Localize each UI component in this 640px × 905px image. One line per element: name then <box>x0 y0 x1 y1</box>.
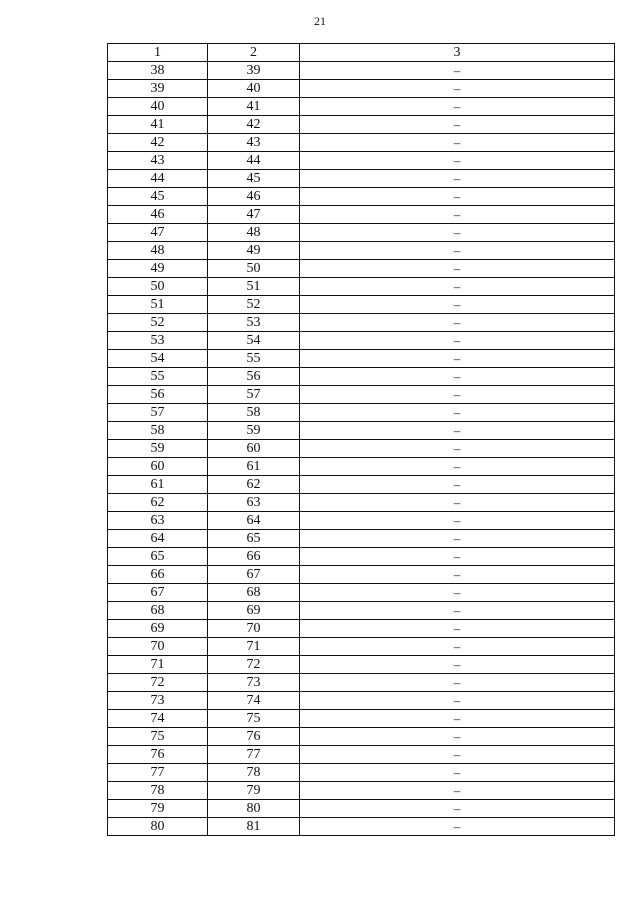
table-cell-col-3: – <box>300 602 615 620</box>
table-cell-col-2: 60 <box>208 440 300 458</box>
table-cell-col-2: 43 <box>208 134 300 152</box>
table-cell-col-3: – <box>300 134 615 152</box>
table-cell-col-1: 51 <box>108 296 208 314</box>
table-row <box>108 782 615 800</box>
table-cell-col-3: – <box>300 188 615 206</box>
table-cell-col-2: 44 <box>208 152 300 170</box>
table-cell-col-3: – <box>300 170 615 188</box>
table-cell-col-2: 58 <box>208 404 300 422</box>
table-row <box>108 764 615 782</box>
table-cell-col-2: 51 <box>208 278 300 296</box>
table-cell-col-2: 42 <box>208 116 300 134</box>
table-cell-col-3: – <box>300 782 615 800</box>
table-cell-col-3: – <box>300 656 615 674</box>
table-cell-col-3: – <box>300 692 615 710</box>
table-row <box>108 98 615 116</box>
table-cell-col-2: 68 <box>208 584 300 602</box>
table-cell-col-1: 70 <box>108 638 208 656</box>
table-cell-col-1: 61 <box>108 476 208 494</box>
table-cell-col-2: 70 <box>208 620 300 638</box>
table-cell-col-1: 69 <box>108 620 208 638</box>
table-row <box>108 530 615 548</box>
table-header <box>108 44 615 62</box>
table-cell-col-2: 72 <box>208 656 300 674</box>
table-cell-col-2: 73 <box>208 674 300 692</box>
table-row <box>108 242 615 260</box>
table-row <box>108 566 615 584</box>
table-row <box>108 440 615 458</box>
table-cell-col-1: 71 <box>108 656 208 674</box>
table-cell-col-3: – <box>300 512 615 530</box>
table-cell-col-2: 40 <box>208 80 300 98</box>
table-cell-col-2: 78 <box>208 764 300 782</box>
header-row <box>108 44 615 62</box>
table-cell-col-2: 79 <box>208 782 300 800</box>
table-cell-col-1: 62 <box>108 494 208 512</box>
table-row <box>108 80 615 98</box>
table-row <box>108 188 615 206</box>
table-cell-col-1: 53 <box>108 332 208 350</box>
table-row <box>108 548 615 566</box>
table-cell-col-3: – <box>300 242 615 260</box>
table-cell-col-2: 81 <box>208 818 300 836</box>
table-cell-col-1: 64 <box>108 530 208 548</box>
table-cell-col-3: – <box>300 224 615 242</box>
table-cell-col-1: 58 <box>108 422 208 440</box>
table-cell-col-1: 40 <box>108 98 208 116</box>
table-cell-col-1: 77 <box>108 764 208 782</box>
table-cell-col-3: – <box>300 80 615 98</box>
table-cell-col-2: 80 <box>208 800 300 818</box>
table-cell-col-3: – <box>300 62 615 80</box>
table-cell-col-1: 79 <box>108 800 208 818</box>
table-cell-col-2: 55 <box>208 350 300 368</box>
table-cell-col-2: 71 <box>208 638 300 656</box>
table-cell-col-1: 47 <box>108 224 208 242</box>
table-cell-col-3: – <box>300 206 615 224</box>
table-cell-col-2: 48 <box>208 224 300 242</box>
table-cell-col-1: 59 <box>108 440 208 458</box>
table-cell-col-1: 68 <box>108 602 208 620</box>
table-cell-col-1: 48 <box>108 242 208 260</box>
table-row <box>108 494 615 512</box>
table-cell-col-2: 53 <box>208 314 300 332</box>
table-cell-col-1: 46 <box>108 206 208 224</box>
table-cell-col-2: 64 <box>208 512 300 530</box>
table-row <box>108 602 615 620</box>
table-cell-col-3: – <box>300 494 615 512</box>
table-row <box>108 62 615 80</box>
table-cell-col-1: 52 <box>108 314 208 332</box>
table-cell-col-2: 52 <box>208 296 300 314</box>
table-cell-col-2: 54 <box>208 332 300 350</box>
table-cell-col-3: – <box>300 260 615 278</box>
table-cell-col-3: – <box>300 674 615 692</box>
table-cell-col-1: 65 <box>108 548 208 566</box>
table-cell-col-1: 54 <box>108 350 208 368</box>
table-row <box>108 116 615 134</box>
table-cell-col-2: 69 <box>208 602 300 620</box>
table-row <box>108 404 615 422</box>
table-cell-col-1: 43 <box>108 152 208 170</box>
table-cell-col-2: 56 <box>208 368 300 386</box>
table-cell-col-3: – <box>300 440 615 458</box>
table-cell-col-3: – <box>300 764 615 782</box>
table-cell-col-3: – <box>300 584 615 602</box>
data-table <box>107 43 615 836</box>
table-cell-col-3: – <box>300 728 615 746</box>
table-cell-col-3: – <box>300 350 615 368</box>
table-row <box>108 206 615 224</box>
table-cell-col-1: 56 <box>108 386 208 404</box>
table-cell-col-2: 61 <box>208 458 300 476</box>
table-cell-col-2: 76 <box>208 728 300 746</box>
table-cell-col-2: 41 <box>208 98 300 116</box>
table-cell-col-1: 49 <box>108 260 208 278</box>
table-row <box>108 260 615 278</box>
table-cell-col-2: 77 <box>208 746 300 764</box>
table-cell-col-3: – <box>300 476 615 494</box>
table-cell-col-3: – <box>300 710 615 728</box>
table-row <box>108 728 615 746</box>
column-header-3: 3 <box>300 44 615 62</box>
table-cell-col-1: 76 <box>108 746 208 764</box>
table-cell-col-3: – <box>300 98 615 116</box>
table-cell-col-3: – <box>300 278 615 296</box>
table-cell-col-1: 60 <box>108 458 208 476</box>
table-cell-col-3: – <box>300 746 615 764</box>
table-cell-col-3: – <box>300 620 615 638</box>
table-row <box>108 512 615 530</box>
table-cell-col-3: – <box>300 368 615 386</box>
table-cell-col-2: 66 <box>208 548 300 566</box>
table-row <box>108 170 615 188</box>
table-cell-col-2: 74 <box>208 692 300 710</box>
table-cell-col-3: – <box>300 530 615 548</box>
table-row <box>108 638 615 656</box>
table-cell-col-3: – <box>300 116 615 134</box>
table-row <box>108 620 615 638</box>
table-cell-col-2: 39 <box>208 62 300 80</box>
table-cell-col-3: – <box>300 458 615 476</box>
table-cell-col-1: 57 <box>108 404 208 422</box>
table-cell-col-2: 49 <box>208 242 300 260</box>
table-row <box>108 674 615 692</box>
table-cell-col-3: – <box>300 314 615 332</box>
column-header-1: 1 <box>108 44 208 62</box>
table-cell-col-2: 75 <box>208 710 300 728</box>
table-row <box>108 332 615 350</box>
table-cell-col-3: – <box>300 152 615 170</box>
table-cell-col-2: 63 <box>208 494 300 512</box>
table-row <box>108 314 615 332</box>
table-cell-col-1: 41 <box>108 116 208 134</box>
table-cell-col-1: 42 <box>108 134 208 152</box>
page-number: 21 <box>314 14 326 28</box>
table-row <box>108 224 615 242</box>
table-cell-col-1: 55 <box>108 368 208 386</box>
table-cell-col-3: – <box>300 296 615 314</box>
table-cell-col-1: 73 <box>108 692 208 710</box>
table-row <box>108 656 615 674</box>
table-cell-col-1: 80 <box>108 818 208 836</box>
table-cell-col-1: 66 <box>108 566 208 584</box>
table-row <box>108 296 615 314</box>
table-cell-col-2: 62 <box>208 476 300 494</box>
table-cell-col-2: 65 <box>208 530 300 548</box>
table-cell-col-3: – <box>300 548 615 566</box>
table-cell-col-3: – <box>300 800 615 818</box>
table-row <box>108 350 615 368</box>
table-row <box>108 818 615 836</box>
table-cell-col-2: 50 <box>208 260 300 278</box>
table-cell-col-1: 72 <box>108 674 208 692</box>
table-row <box>108 368 615 386</box>
table-cell-col-1: 45 <box>108 188 208 206</box>
table-cell-col-2: 67 <box>208 566 300 584</box>
table-cell-col-2: 57 <box>208 386 300 404</box>
table-row <box>108 800 615 818</box>
table-cell-col-1: 39 <box>108 80 208 98</box>
table-row <box>108 458 615 476</box>
table-cell-col-3: – <box>300 332 615 350</box>
table-row <box>108 152 615 170</box>
table-cell-col-3: – <box>300 818 615 836</box>
table-cell-col-2: 59 <box>208 422 300 440</box>
table-row <box>108 584 615 602</box>
table-body <box>108 62 615 836</box>
table-cell-col-1: 67 <box>108 584 208 602</box>
table-cell-col-3: – <box>300 638 615 656</box>
table-cell-col-3: – <box>300 404 615 422</box>
table-row <box>108 710 615 728</box>
table-row <box>108 422 615 440</box>
table-cell-col-1: 63 <box>108 512 208 530</box>
table-row <box>108 476 615 494</box>
table-cell-col-3: – <box>300 422 615 440</box>
table-cell-col-1: 50 <box>108 278 208 296</box>
table-cell-col-2: 47 <box>208 206 300 224</box>
table-cell-col-3: – <box>300 566 615 584</box>
table-cell-col-1: 38 <box>108 62 208 80</box>
column-header-2: 2 <box>208 44 300 62</box>
table-cell-col-1: 74 <box>108 710 208 728</box>
table-cell-col-3: – <box>300 386 615 404</box>
table-cell-col-1: 78 <box>108 782 208 800</box>
table-cell-col-2: 45 <box>208 170 300 188</box>
table-row <box>108 386 615 404</box>
table-row <box>108 692 615 710</box>
table-row <box>108 278 615 296</box>
table-cell-col-1: 44 <box>108 170 208 188</box>
table-row <box>108 746 615 764</box>
table-cell-col-1: 75 <box>108 728 208 746</box>
table-cell-col-2: 46 <box>208 188 300 206</box>
table-row <box>108 134 615 152</box>
